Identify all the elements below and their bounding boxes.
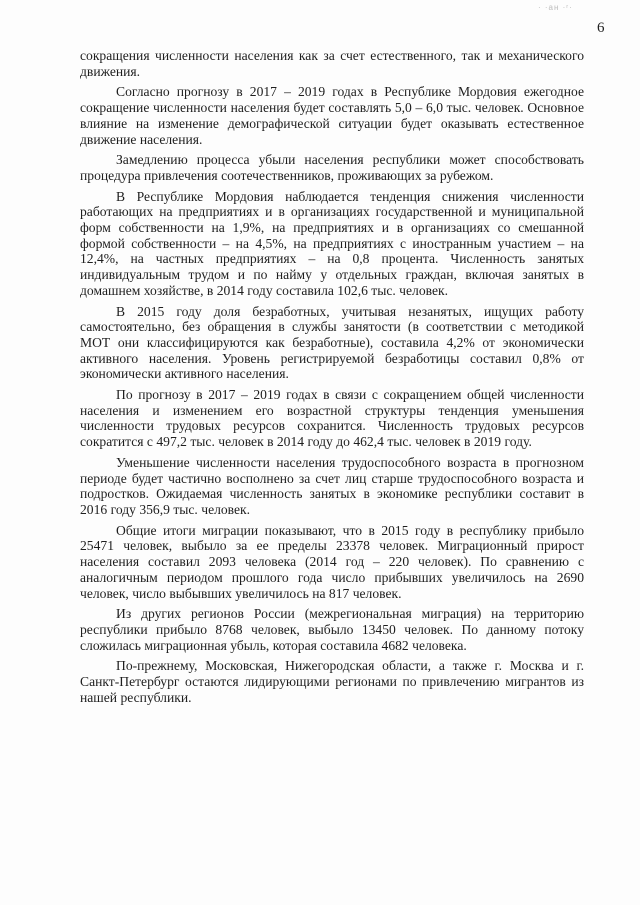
paragraph-forecast-population: Согласно прогнозу в 2017 – 2019 годах в Республике Мордовия ежегодное сокращение численности населения будет составлять 5,0 – 6,0 тыс. человек. Основное влияние на изменение демографической ситуации будет оказывать естественное движение населения. [80, 84, 584, 147]
paragraph-working-age-population: Уменьшение численности населения трудоспособного возраста в прогнозном периоде будет частично восполнено за счет лиц старше трудоспособного возраста и подростков. Ожидаемая численность занятых в экономике республики составит в 2016 году 356,9 тыс. человек. [80, 454, 584, 517]
paragraph-leading-regions: По-прежнему, Московская, Нижегородская области, а также г. Москва и г. Санкт-Петербург остаются лидирующими регионами по привлечению мигрантов из нашей республики. [80, 658, 584, 705]
paragraph-labor-resources-forecast: По прогнозу в 2017 – 2019 годах в связи с сокращением общей численности населения и изменением его возрастной структуры тенденция уменьшения численности трудовых ресурсов сохранится. Численность трудовых ресурсов сократится с 497,2 тыс. человек в 2014 году до 462,4 тыс. человек в 2019 году. [80, 387, 584, 450]
paragraph-compatriots: Замедлению процесса убыли населения республики может способствовать процедура привлечения соотечественников, проживающих за рубежом. [80, 152, 584, 183]
paragraph-migration-totals: Общие итоги миграции показывают, что в 2015 году в республику прибыло 25471 человек, выбыло за ее пределы 23378 человек. Миграционный прирост населения составил 2093 человека (2014 год – 220 человек). По сравнению с аналогичным периодом прошлого года число прибывших увеличилось на 2690 человек, число выбывших увеличилось на 817 человек. [80, 522, 584, 601]
paragraph-population-decline-continued: сокращения численности населения как за счет естественного, так и механического движения. [80, 48, 584, 79]
page-number: 6 [597, 20, 605, 36]
body-text [80, 48, 584, 710]
paragraph-unemployment: В 2015 году доля безработных, учитывая незанятых, ищущих работу самостоятельно, без обращения в службы занятости (в соответствии с методикой МОТ они классифицируются как безработные), составила 4,2% от экономически активного населения. Уровень регистрируемой безработицы составил 0,8% от экономически активного населения. [80, 303, 584, 382]
paragraph-interregional-migration: Из других регионов России (межрегиональная миграция) на территорию республики прибыло 8768 человек, выбыло 13450 человек. По данному потоку сложилась миграционная убыль, которая составила 4682 человека. [80, 606, 584, 653]
scan-mark: · ·ан ·ʳ· [538, 3, 573, 12]
paragraph-employment-trend: В Республике Мордовия наблюдается тенденция снижения численности работающих на предприятиях и в организациях государственной и муниципальной форм собственности на 1,9%, на предприятиях и в организациях со смешанной формой собственности – на 4,5%, на предприятиях с иностранным участием – на 12,4%, на частных предприятиях – на 0,8 процента. Численность занятых индивидуальным трудом и по найму у отдельных граждан, включая занятых в домашнем хозяйстве, в 2014 году составила 102,6 тыс. человек. [80, 188, 584, 298]
